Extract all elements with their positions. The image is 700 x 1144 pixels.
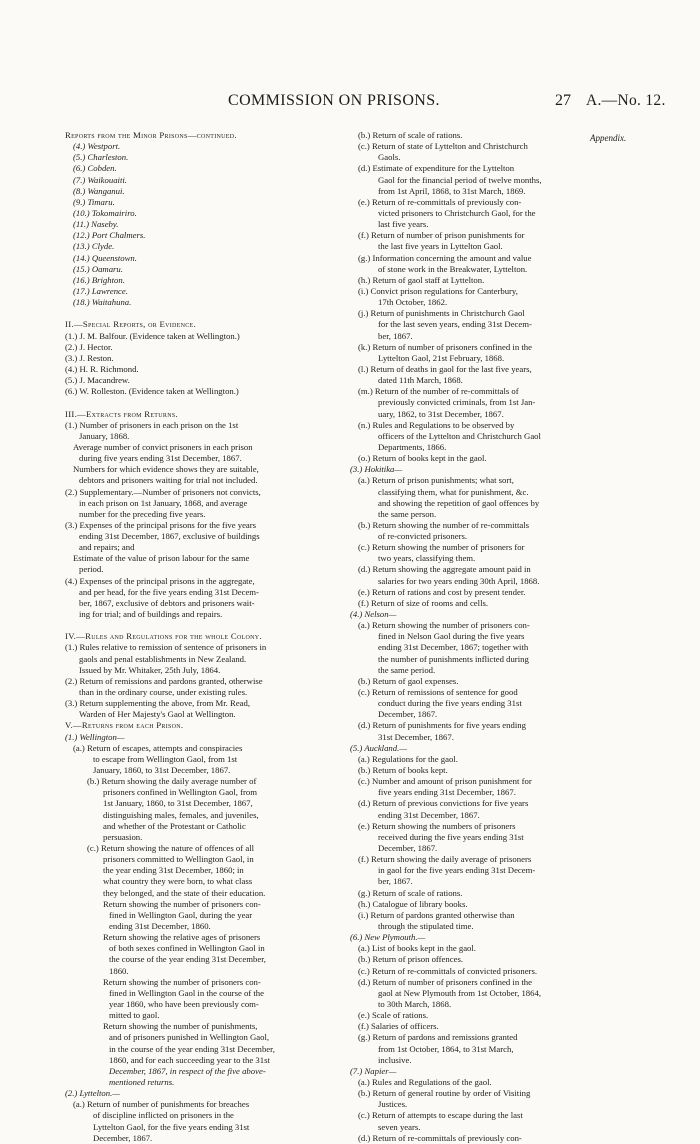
text-line: Departments, 1866. xyxy=(378,441,447,452)
text-line: (2.) J. Hector. xyxy=(65,341,113,352)
text-line: (a.) Return of escapes, attempts and conspiracies xyxy=(73,742,243,753)
text-line: (6.) W. Rolleston. (Evidence taken at Wellington.) xyxy=(65,386,239,397)
left-column xyxy=(65,130,337,1144)
text-line: January, 1868. xyxy=(79,430,130,441)
text-line: ending 31st December, 1867; together with xyxy=(378,642,529,653)
text-line: (11.) Naseby. xyxy=(73,219,119,230)
text-line: (3.) Hokitika— xyxy=(350,464,403,475)
text-line: (5.) J. Macandrew. xyxy=(65,375,130,386)
text-line: (17.) Lawrence. xyxy=(73,285,128,296)
text-line: (3.) Return supplementing the above, from Mr. Read, xyxy=(65,698,251,709)
text-line: gaols and penal establishments in New Zealand. xyxy=(79,653,247,664)
text-line: distinguishing males, females, and juveniles, xyxy=(103,809,259,820)
text-line: (a.) Regulations for the gaol. xyxy=(358,753,458,764)
text-line: IV.—Rules and Regulations for the whole Colony. xyxy=(65,631,262,642)
text-line: (b.) Return showing the number of re-committals xyxy=(358,519,530,530)
text-line: and whether of the Protestant or Catholic xyxy=(103,820,246,831)
text-line: 31st December, 1867. xyxy=(378,731,454,742)
text-line: the year ending 31st December, 1860; in xyxy=(103,865,244,876)
text-line: (16.) Brighton. xyxy=(73,274,125,285)
text-line: the same period. xyxy=(378,664,436,675)
text-line: (d.) Return of number of prisoners confined in the xyxy=(358,976,532,987)
text-line: of re-convicted prisoners. xyxy=(378,531,468,542)
page-number: 27 xyxy=(555,92,571,109)
text-line: Lyttelton Gaol, for the five years ending 31st xyxy=(93,1121,250,1132)
text-line: prisoners confined in Wellington Gaol, from xyxy=(103,787,258,798)
text-line: debtors and prisoners waiting for trial not included. xyxy=(79,475,258,486)
text-line: persuasion. xyxy=(103,831,143,842)
text-line: (5.) Charleston. xyxy=(73,152,129,163)
text-line: (e.) Return of re-committals of previously con- xyxy=(358,196,522,207)
text-line: ending 31st December, 1867, exclusive of buildings xyxy=(79,531,260,542)
text-line: they belonged, and the state of their education. xyxy=(103,887,266,898)
text-line: victed prisoners to Christchurch Gaol, for the xyxy=(378,207,536,218)
text-line: and showing the repetition of gaol offences by xyxy=(378,497,540,508)
text-line: (5.) Auckland.— xyxy=(350,742,408,753)
text-line: last five years. xyxy=(378,219,429,230)
text-line: of stone work in the Breakwater, Lyttelton. xyxy=(378,263,528,274)
text-line: number for the preceding five years. xyxy=(79,508,206,519)
text-line: 1860, and for each succeeding year to the 31st xyxy=(109,1054,270,1065)
text-line: (4.) H. R. Richmond. xyxy=(65,363,139,374)
text-line: (6.) New Plymouth.— xyxy=(350,932,426,943)
text-line: (3.) J. Reston. xyxy=(65,352,114,363)
text-line: (15.) Oamaru. xyxy=(73,263,123,274)
text-line: V.—Returns from each Prison. xyxy=(65,720,184,731)
text-line: (c.) Return of re-committals of convicted prisoners. xyxy=(358,965,538,976)
text-line: officers of the Lyttelton and Christchurch Gaol xyxy=(378,430,541,441)
text-line: (e.) Return showing the numbers of prisoners xyxy=(358,820,516,831)
text-line: 17th October, 1862. xyxy=(378,297,448,308)
text-line: Warden of Her Majesty's Gaol at Wellington. xyxy=(79,709,236,720)
text-line: in each prison on 1st January, 1868, and average xyxy=(79,497,248,508)
text-line: (i.) Return of pardons granted otherwise than xyxy=(358,909,515,920)
text-line: for the last seven years, ending 31st Decem- xyxy=(378,319,532,330)
text-line: than in the ordinary course, under existing rules. xyxy=(79,687,248,698)
text-line: (n.) Rules and Regulations to be observed by xyxy=(358,419,515,430)
text-line: five years ending 31st December, 1867. xyxy=(378,787,516,798)
text-line: 1860. xyxy=(109,965,129,976)
text-line: (d.) Return of re-committals of previously con- xyxy=(358,1132,522,1143)
text-line: inclusive. xyxy=(378,1054,412,1065)
text-line: ending 31st December, 1867. xyxy=(378,809,480,820)
text-line: (f.) Return of number of prison punishments for xyxy=(358,230,525,241)
text-line: Gaols. xyxy=(378,152,401,163)
text-line: from 1st October, 1864, to 31st March, xyxy=(378,1043,514,1054)
text-line: (e.) Scale of rations. xyxy=(358,1010,429,1021)
text-line: December, 1867. xyxy=(93,1132,153,1143)
text-line: Numbers for which evidence shows they are suitable, xyxy=(73,464,259,475)
text-line: and repairs; and xyxy=(79,542,135,553)
text-line: (7.) Napier— xyxy=(350,1065,397,1076)
text-line: (a.) Return of number of punishments for breaches xyxy=(73,1099,250,1110)
text-line: (b.) Return showing the daily average number of xyxy=(87,776,257,787)
text-line: (l.) Return of deaths in gaol for the last five years, xyxy=(358,363,532,374)
text-line: Average number of convict prisoners in each prison xyxy=(73,441,253,452)
text-line: the number of punishments inflicted during xyxy=(378,653,529,664)
text-line: (c.) Return of attempts to escape during the last xyxy=(358,1110,523,1121)
text-line: (f.) Salaries of officers. xyxy=(358,1021,439,1032)
text-line: gaol at New Plymouth from 1st October, 1864, xyxy=(378,987,542,998)
text-line: (6.) Cobden. xyxy=(73,163,117,174)
text-line: ber, 1867. xyxy=(378,876,413,887)
text-line: (4.) Nelson— xyxy=(350,609,397,620)
text-line: Reports from the Minor Prisons—continued. xyxy=(65,130,237,140)
text-line: Return showing the relative ages of prisoners xyxy=(103,932,261,943)
text-line: (f.) Return showing the daily average of prisoners xyxy=(358,854,532,865)
text-line: (9.) Timaru. xyxy=(73,196,115,207)
text-line: ber, 1867. xyxy=(378,330,413,341)
text-line: December, 1867. xyxy=(378,709,438,720)
margin-note-appendix: Appendix. xyxy=(590,133,627,143)
text-line: previously convicted criminals, from 1st Jan- xyxy=(378,397,536,408)
document-reference: A.—No. 12. xyxy=(586,92,666,109)
text-line xyxy=(65,620,337,631)
text-line: conduct during the five years ending 31st xyxy=(378,698,522,709)
text-line: (2.) Return of remissions and pardons granted, otherwise xyxy=(65,675,263,686)
text-line: salaries for two years ending 30th April, 1868. xyxy=(378,575,540,586)
text-line: mentioned returns. xyxy=(109,1076,175,1087)
text-line: (d.) Estimate of expenditure for the Lyttelton xyxy=(358,163,515,174)
text-line: 1st January, 1860, to 31st December, 1867, xyxy=(103,798,253,809)
text-line: (18.) Waitahuna. xyxy=(73,297,132,308)
text-line: Return showing the number of punishments, xyxy=(103,1021,258,1032)
text-line: Lyttelton Gaol, 21st February, 1868. xyxy=(378,352,505,363)
text-line: of discipline inflicted on prisoners in the xyxy=(93,1110,234,1121)
text-line: (g.) Return of scale of rations. xyxy=(358,887,463,898)
text-line: classifying them, what for punishment, &c. xyxy=(378,486,529,497)
text-line: of both sexes confined in Wellington Gaol in xyxy=(109,943,265,954)
text-line: fined in Wellington Gaol, during the year xyxy=(109,909,253,920)
text-line: dated 11th March, 1868. xyxy=(378,375,463,386)
text-line: (2.) Lyttelton.— xyxy=(65,1088,120,1099)
text-line: (4.) Expenses of the principal prisons in the aggregate, xyxy=(65,575,255,586)
text-line: (g.) Return of pardons and remissions granted xyxy=(358,1032,518,1043)
text-line: (a.) Return showing the number of prisoners con- xyxy=(358,620,530,631)
text-line: (b.) Return of gaol expenses. xyxy=(358,675,459,686)
text-line: fined in Wellington Gaol in the course of the xyxy=(109,987,264,998)
text-line: ing for trial; and of buildings and repairs. xyxy=(79,609,223,620)
text-line: January, 1860, to 31st December, 1867. xyxy=(93,765,231,776)
text-line: (b.) Return of prison offences. xyxy=(358,954,464,965)
text-line: the course of the year ending 31st December, xyxy=(109,954,266,965)
text-line: (1.) Number of prisoners in each prison on the 1st xyxy=(65,419,239,430)
text-line: (1.) J. M. Balfour. (Evidence taken at Wellington.) xyxy=(65,330,240,341)
text-line: (14.) Queenstown. xyxy=(73,252,137,263)
text-line xyxy=(65,308,337,319)
text-line: (b.) Return of scale of rations. xyxy=(358,130,463,140)
text-line: ending 31st December, 1860. xyxy=(109,920,211,931)
text-line: in gaol for the five years ending 31st Decem- xyxy=(378,865,536,876)
text-line: (7.) Waikouaiti. xyxy=(73,174,127,185)
text-line: (d.) Return showing the aggregate amount paid in xyxy=(358,564,531,575)
right-column xyxy=(350,130,588,1144)
text-line: to escape from Wellington Gaol, from 1st xyxy=(93,753,238,764)
text-line: (k.) Return of number of prisoners confined in the xyxy=(358,341,532,352)
text-line: (a.) Return of prison punishments; what sort, xyxy=(358,475,514,486)
text-line: through the stipulated time. xyxy=(378,920,474,931)
text-line: (g.) Information concerning the amount and value xyxy=(358,252,532,263)
text-line: period. xyxy=(79,564,104,575)
text-line: (c.) Return of remissions of sentence for good xyxy=(358,687,518,698)
text-line: what country they were born, to what class xyxy=(103,876,253,887)
text-line: II.—Special Reports, or Evidence. xyxy=(65,319,196,330)
text-line: received during the five years ending 31st xyxy=(378,831,524,842)
text-line xyxy=(65,397,337,408)
text-line: (o.) Return of books kept in the gaol. xyxy=(358,453,487,464)
text-line: (1.) Rules relative to remission of sentence of prisoners in xyxy=(65,642,267,653)
text-line: Return showing the number of prisoners con- xyxy=(103,976,261,987)
text-line: Issued by Mr. Whitaker, 25th July, 1864. xyxy=(79,664,221,675)
text-line: (a.) List of books kept in the gaol. xyxy=(358,943,476,954)
text-line: III.—Extracts from Returns. xyxy=(65,408,178,419)
text-line: ber, 1867, exclusive of debtors and prisoners wait- xyxy=(79,597,255,608)
text-line: (c.) Number and amount of prison punishment for xyxy=(358,776,532,787)
text-line: (8.) Wanganui. xyxy=(73,185,125,196)
text-line: December, 1867. xyxy=(378,843,438,853)
text-line: fined in Nelson Gaol during the five years xyxy=(378,631,525,642)
text-line: (m.) Return of the number of re-committals of xyxy=(358,386,519,397)
text-line: (i.) Convict prison regulations for Canterbury, xyxy=(358,285,518,296)
text-line: (c.) Return of state of Lyttelton and Christchurch xyxy=(358,141,528,152)
text-line: from 1st April, 1868, to 31st March, 1869. xyxy=(378,185,526,196)
text-line: prisoners committed to Wellington Gaol, in xyxy=(103,854,254,865)
text-line: (a.) Rules and Regulations of the gaol. xyxy=(358,1076,492,1087)
text-line: two years, classifying them. xyxy=(378,553,476,564)
text-line: and of prisoners punished in Wellington Gaol, xyxy=(109,1032,270,1043)
text-line: (j.) Return of punishments in Christchurch Gaol xyxy=(358,308,525,319)
text-line: (d.) Return of punishments for five years ending xyxy=(358,720,526,731)
text-line: the same person. xyxy=(378,508,437,519)
text-line: Gaol for the financial period of twelve months, xyxy=(378,174,542,185)
page-header xyxy=(0,92,700,116)
text-line: (2.) Supplementary.—Number of prisoners not convicts, xyxy=(65,486,261,497)
text-line: uary, 1862, to 31st December, 1867. xyxy=(378,408,504,419)
text-line: (4.) Westport. xyxy=(73,141,121,152)
text-line: (13.) Clyde. xyxy=(73,241,115,252)
text-line: (d.) Return of previous convictions for five years xyxy=(358,798,529,809)
text-line: the last five years in Lyttelton Gaol. xyxy=(378,241,503,252)
text-line: Justices. xyxy=(378,1099,408,1110)
text-line: (c.) Return showing the number of prisoners for xyxy=(358,542,525,553)
text-line: to 30th March, 1868. xyxy=(378,998,452,1009)
text-line: and per head, for the five years ending 31st Decem- xyxy=(79,586,259,597)
text-line: (e.) Return of rations and cost by present tender. xyxy=(358,586,526,597)
text-line: December, 1867, in respect of the five above- xyxy=(109,1065,266,1076)
text-line: (12.) Port Chalmers. xyxy=(73,230,146,241)
text-line: Estimate of the value of prison labour for the same xyxy=(73,553,250,564)
text-line: in the course of the year ending 31st December, xyxy=(109,1043,275,1054)
page-title: COMMISSION ON PRISONS. xyxy=(228,92,440,109)
text-line: seven years. xyxy=(378,1121,421,1132)
text-line: year 1860, who have been previously com- xyxy=(109,998,259,1009)
text-line: during five years ending 31st December, 1867. xyxy=(79,453,242,464)
text-line: (1.) Wellington— xyxy=(65,731,125,742)
text-line: (3.) Expenses of the principal prisons for the five years xyxy=(65,519,257,530)
text-line: (f.) Return of size of rooms and cells. xyxy=(358,597,489,608)
text-line: (h.) Catalogue of library books. xyxy=(358,898,468,909)
text-line: (c.) Return showing the nature of offences of all xyxy=(87,843,255,853)
text-line: (10.) Tokomairiro. xyxy=(73,207,137,218)
text-line: Return showing the number of prisoners con- xyxy=(103,898,261,909)
text-line: (b.) Return of books kept. xyxy=(358,765,448,776)
text-line: (b.) Return of general routine by order of Visiting xyxy=(358,1088,531,1099)
text-line: (h.) Return of gaol staff at Lyttelton. xyxy=(358,274,485,285)
text-line: mitted to gaol. xyxy=(109,1010,160,1021)
